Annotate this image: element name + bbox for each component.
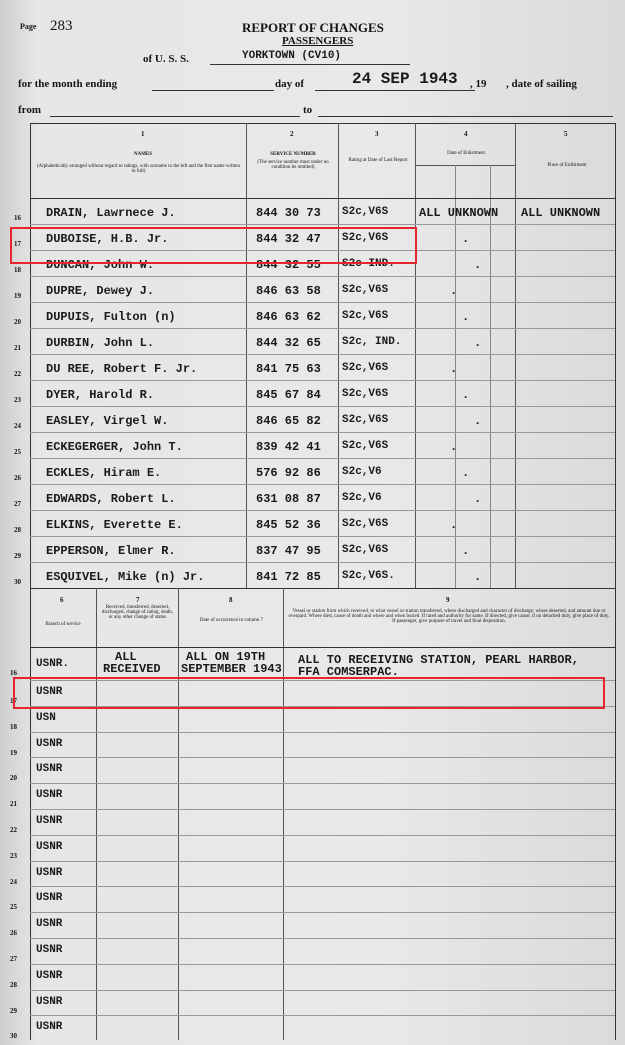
row-number: 22 (14, 370, 21, 378)
service-number: 844 30 73 (256, 206, 321, 220)
row-divider (30, 809, 615, 810)
row-divider (30, 783, 615, 784)
col6-title: Branch of service (45, 622, 81, 627)
report-title: REPORT OF CHANGES (242, 20, 384, 35)
row-divider (30, 912, 615, 913)
row-divider (30, 835, 615, 836)
enlistment-date: . (450, 284, 458, 298)
row-number: 24 (14, 422, 21, 430)
row-divider (30, 276, 615, 277)
rating: S2c,V6S (342, 388, 389, 400)
col4-title: Date of Enlistment (447, 151, 485, 156)
row-divider (30, 406, 615, 407)
year-label: , 19 (470, 78, 487, 90)
row-divider (30, 432, 615, 433)
branch-of-service: USNR (36, 841, 63, 853)
row-divider (30, 886, 615, 887)
service-number: 844 32 47 (256, 232, 321, 246)
row-number: 19 (14, 292, 21, 300)
row-number: 27 (10, 955, 17, 963)
row-number: 28 (10, 981, 17, 989)
sailing-label: , date of sailing (506, 78, 577, 90)
person-name: DURBIN, John L. (46, 336, 155, 350)
enlistment-date: . (474, 414, 482, 428)
row-divider (30, 536, 615, 537)
rating: S2c,V6 (342, 466, 382, 478)
col8-title: Date of occurrence in column 7 (199, 618, 264, 623)
row-number: 24 (10, 878, 17, 886)
service-number: 576 92 86 (256, 466, 321, 480)
row-number: 30 (10, 1032, 17, 1040)
service-number: 841 75 63 (256, 362, 321, 376)
row-number: 21 (10, 800, 17, 808)
col4-number: 4 (464, 130, 468, 138)
service-number: 631 08 87 (256, 492, 321, 506)
rating: S2c,V6S (342, 362, 389, 374)
branch-of-service: USNR (36, 1021, 63, 1033)
row-number: 25 (10, 903, 17, 911)
row-divider (30, 990, 615, 991)
enlistment-date: . (462, 388, 470, 402)
remarks-line1: ALL TO RECEIVING STATION, PEARL HARBOR, (298, 653, 579, 667)
rating: S2c,V6S (342, 206, 389, 218)
row-divider (30, 354, 615, 355)
col1-note: (Alphabetically arranged without regard to ratings, with surname to the left and the first name written in full) (37, 164, 240, 174)
person-name: EDWARDS, Robert L. (46, 492, 176, 506)
page-number: 283 (50, 18, 73, 34)
col2-note: (The service number must under no condition be omitted) (257, 160, 329, 170)
row-number: 16 (14, 214, 21, 222)
row-divider (30, 328, 615, 329)
row-number: 18 (14, 266, 21, 274)
enlistment-date: . (474, 258, 482, 272)
enlistment-date: . (450, 518, 458, 532)
branch-of-service: USNR (36, 867, 63, 879)
service-number: 845 52 36 (256, 518, 321, 532)
row-divider (30, 302, 615, 303)
row-divider (30, 562, 615, 563)
person-name: DUBOISE, H.B. Jr. (46, 232, 169, 246)
enlistment-date: . (462, 232, 470, 246)
col8-number: 8 (229, 596, 233, 604)
row-number: 17 (10, 697, 17, 705)
ship-name: YORKTOWN (CV10) (242, 50, 342, 62)
highlight-row-17-lower (13, 677, 605, 709)
branch-of-service: USNR (36, 944, 63, 956)
branch-of-service: USN (36, 712, 56, 724)
branch-of-service: USNR (36, 996, 63, 1008)
col6-number: 6 (60, 596, 64, 604)
enlistment-date: ALL UNKNOWN (419, 206, 499, 220)
occurrence-date-line2: SEPTEMBER 1943 (181, 662, 282, 676)
status-all: ALL (115, 650, 137, 664)
enlistment-date: . (462, 466, 470, 480)
row-number: 26 (14, 474, 21, 482)
row-divider (30, 964, 615, 965)
rating: S2c,V6S (342, 310, 389, 322)
row-divider (30, 458, 615, 459)
row-number: 23 (10, 852, 17, 860)
from-label: from (18, 104, 42, 116)
person-name: EPPERSON, Elmer R. (46, 544, 176, 558)
enlistment-place: ALL UNKNOWN (521, 206, 601, 220)
row-number: 22 (10, 826, 17, 834)
row-number: 18 (10, 723, 17, 731)
branch-of-service: USNR (36, 918, 63, 930)
highlight-row-17-upper (10, 227, 417, 264)
page-label: Page (20, 22, 37, 31)
rating: S2c IND. (342, 258, 395, 270)
row-divider (30, 861, 615, 862)
service-number: 844 32 55 (256, 258, 321, 272)
col9-title: Vessel or station from which received, to what vessel or station transferred, where discharged and character of discharge; where deserted, and amount due or overpaid. Where died, cause of death and where and when buried. If rated and authority for same. If directed, give cause; if on detached duty, give place of duty. If passenger, give purpose of travel and final disposition. (288, 609, 610, 624)
enlistment-date: . (474, 570, 482, 584)
person-name: DUPUIS, Fulton (n) (46, 310, 176, 324)
person-name: DUNCAN, John W. (46, 258, 155, 272)
branch-of-service: USNR (36, 815, 63, 827)
uss-label: of U. S. S. (143, 53, 189, 65)
enlistment-date: . (462, 310, 470, 324)
rating: S2c,V6 (342, 492, 382, 504)
rating: S2c, IND. (342, 336, 402, 348)
branch-of-service: USNR (36, 892, 63, 904)
rating: S2c,V6S (342, 414, 389, 426)
service-number: 846 63 58 (256, 284, 321, 298)
branch-of-service: USNR (36, 970, 63, 982)
report-subtitle: PASSENGERS (282, 35, 354, 47)
person-name: DYER, Harold R. (46, 388, 155, 402)
col1-title: NAMES (133, 152, 153, 157)
col5-number: 5 (564, 130, 568, 138)
row-number: 21 (14, 344, 21, 352)
report-date: 24 SEP 1943 (352, 70, 458, 88)
rating: S2c,V6S (342, 232, 389, 244)
row-number: 20 (14, 318, 21, 326)
row-number: 25 (14, 448, 21, 456)
day-of-label: day of (275, 78, 305, 90)
col7-number: 7 (136, 596, 140, 604)
branch-of-service: USNR (36, 763, 63, 775)
rating: S2c,V6S (342, 544, 389, 556)
branch-of-service: USNR (36, 738, 63, 750)
person-name: DUPRE, Dewey J. (46, 284, 155, 298)
remarks-line2: FFA COMSERPAC. (298, 665, 399, 679)
col7-title: Received, transferred, deserted, discharged, change of rating, death, or any other change of status (101, 605, 174, 620)
row-divider (30, 732, 615, 733)
row-number: 29 (10, 1007, 17, 1015)
col9-number: 9 (446, 596, 450, 604)
row-number: 20 (10, 774, 17, 782)
row-divider (30, 510, 615, 511)
person-name: ELKINS, Everette E. (46, 518, 183, 532)
person-name: EASLEY, Virgel W. (46, 414, 169, 428)
enlistment-date: . (450, 440, 458, 454)
row-number: 28 (14, 526, 21, 534)
row-number: 16 (10, 669, 17, 677)
enlistment-date: . (474, 336, 482, 350)
row-number: 26 (10, 929, 17, 937)
enlistment-date: . (462, 544, 470, 558)
branch-of-service: USNR (36, 789, 63, 801)
row-divider (30, 484, 615, 485)
row-number: 17 (14, 240, 21, 248)
to-label: to (303, 104, 313, 116)
person-name: ESQUIVEL, Mike (n) Jr. (46, 570, 205, 584)
col1-number: 1 (141, 130, 145, 138)
enlistment-date: . (474, 492, 482, 506)
row-divider (30, 938, 615, 939)
person-name: DRAIN, Lawrnece J. (46, 206, 176, 220)
rating: S2c,V6S. (342, 570, 395, 582)
month-label: for the month ending (18, 78, 118, 90)
col5-title: Place of Enlistment (547, 163, 587, 168)
service-number: 844 32 65 (256, 336, 321, 350)
branch-of-service: USNR. (36, 658, 70, 670)
col3-number: 3 (375, 130, 379, 138)
row-number: 29 (14, 552, 21, 560)
service-number: 837 47 95 (256, 544, 321, 558)
row-number: 23 (14, 396, 21, 404)
row-number: 30 (14, 578, 21, 586)
person-name: DU REE, Robert F. Jr. (46, 362, 198, 376)
row-divider (30, 757, 615, 758)
service-number: 839 42 41 (256, 440, 321, 454)
row-divider (30, 380, 615, 381)
enlistment-date: . (450, 362, 458, 376)
row-number: 19 (10, 749, 17, 757)
occurrence-date-line1: ALL ON 19TH (186, 650, 266, 664)
row-divider (30, 1015, 615, 1016)
rating: S2c,V6S (342, 284, 389, 296)
service-number: 846 63 62 (256, 310, 321, 324)
rating: S2c,V6S (342, 440, 389, 452)
person-name: ECKEGERGER, John T. (46, 440, 183, 454)
row-divider (30, 224, 615, 225)
row-number: 27 (14, 500, 21, 508)
service-number: 841 72 85 (256, 570, 321, 584)
col2-title: SERVICE NUMBER (270, 152, 316, 157)
col3-title: Rating at Date of Last Report (348, 158, 408, 163)
service-number: 845 67 84 (256, 388, 321, 402)
branch-of-service: USNR (36, 686, 63, 698)
rating: S2c,V6S (342, 518, 389, 530)
person-name: ECKLES, Hiram E. (46, 466, 162, 480)
col2-number: 2 (290, 130, 294, 138)
status-received: RECEIVED (103, 662, 161, 676)
service-number: 846 65 82 (256, 414, 321, 428)
